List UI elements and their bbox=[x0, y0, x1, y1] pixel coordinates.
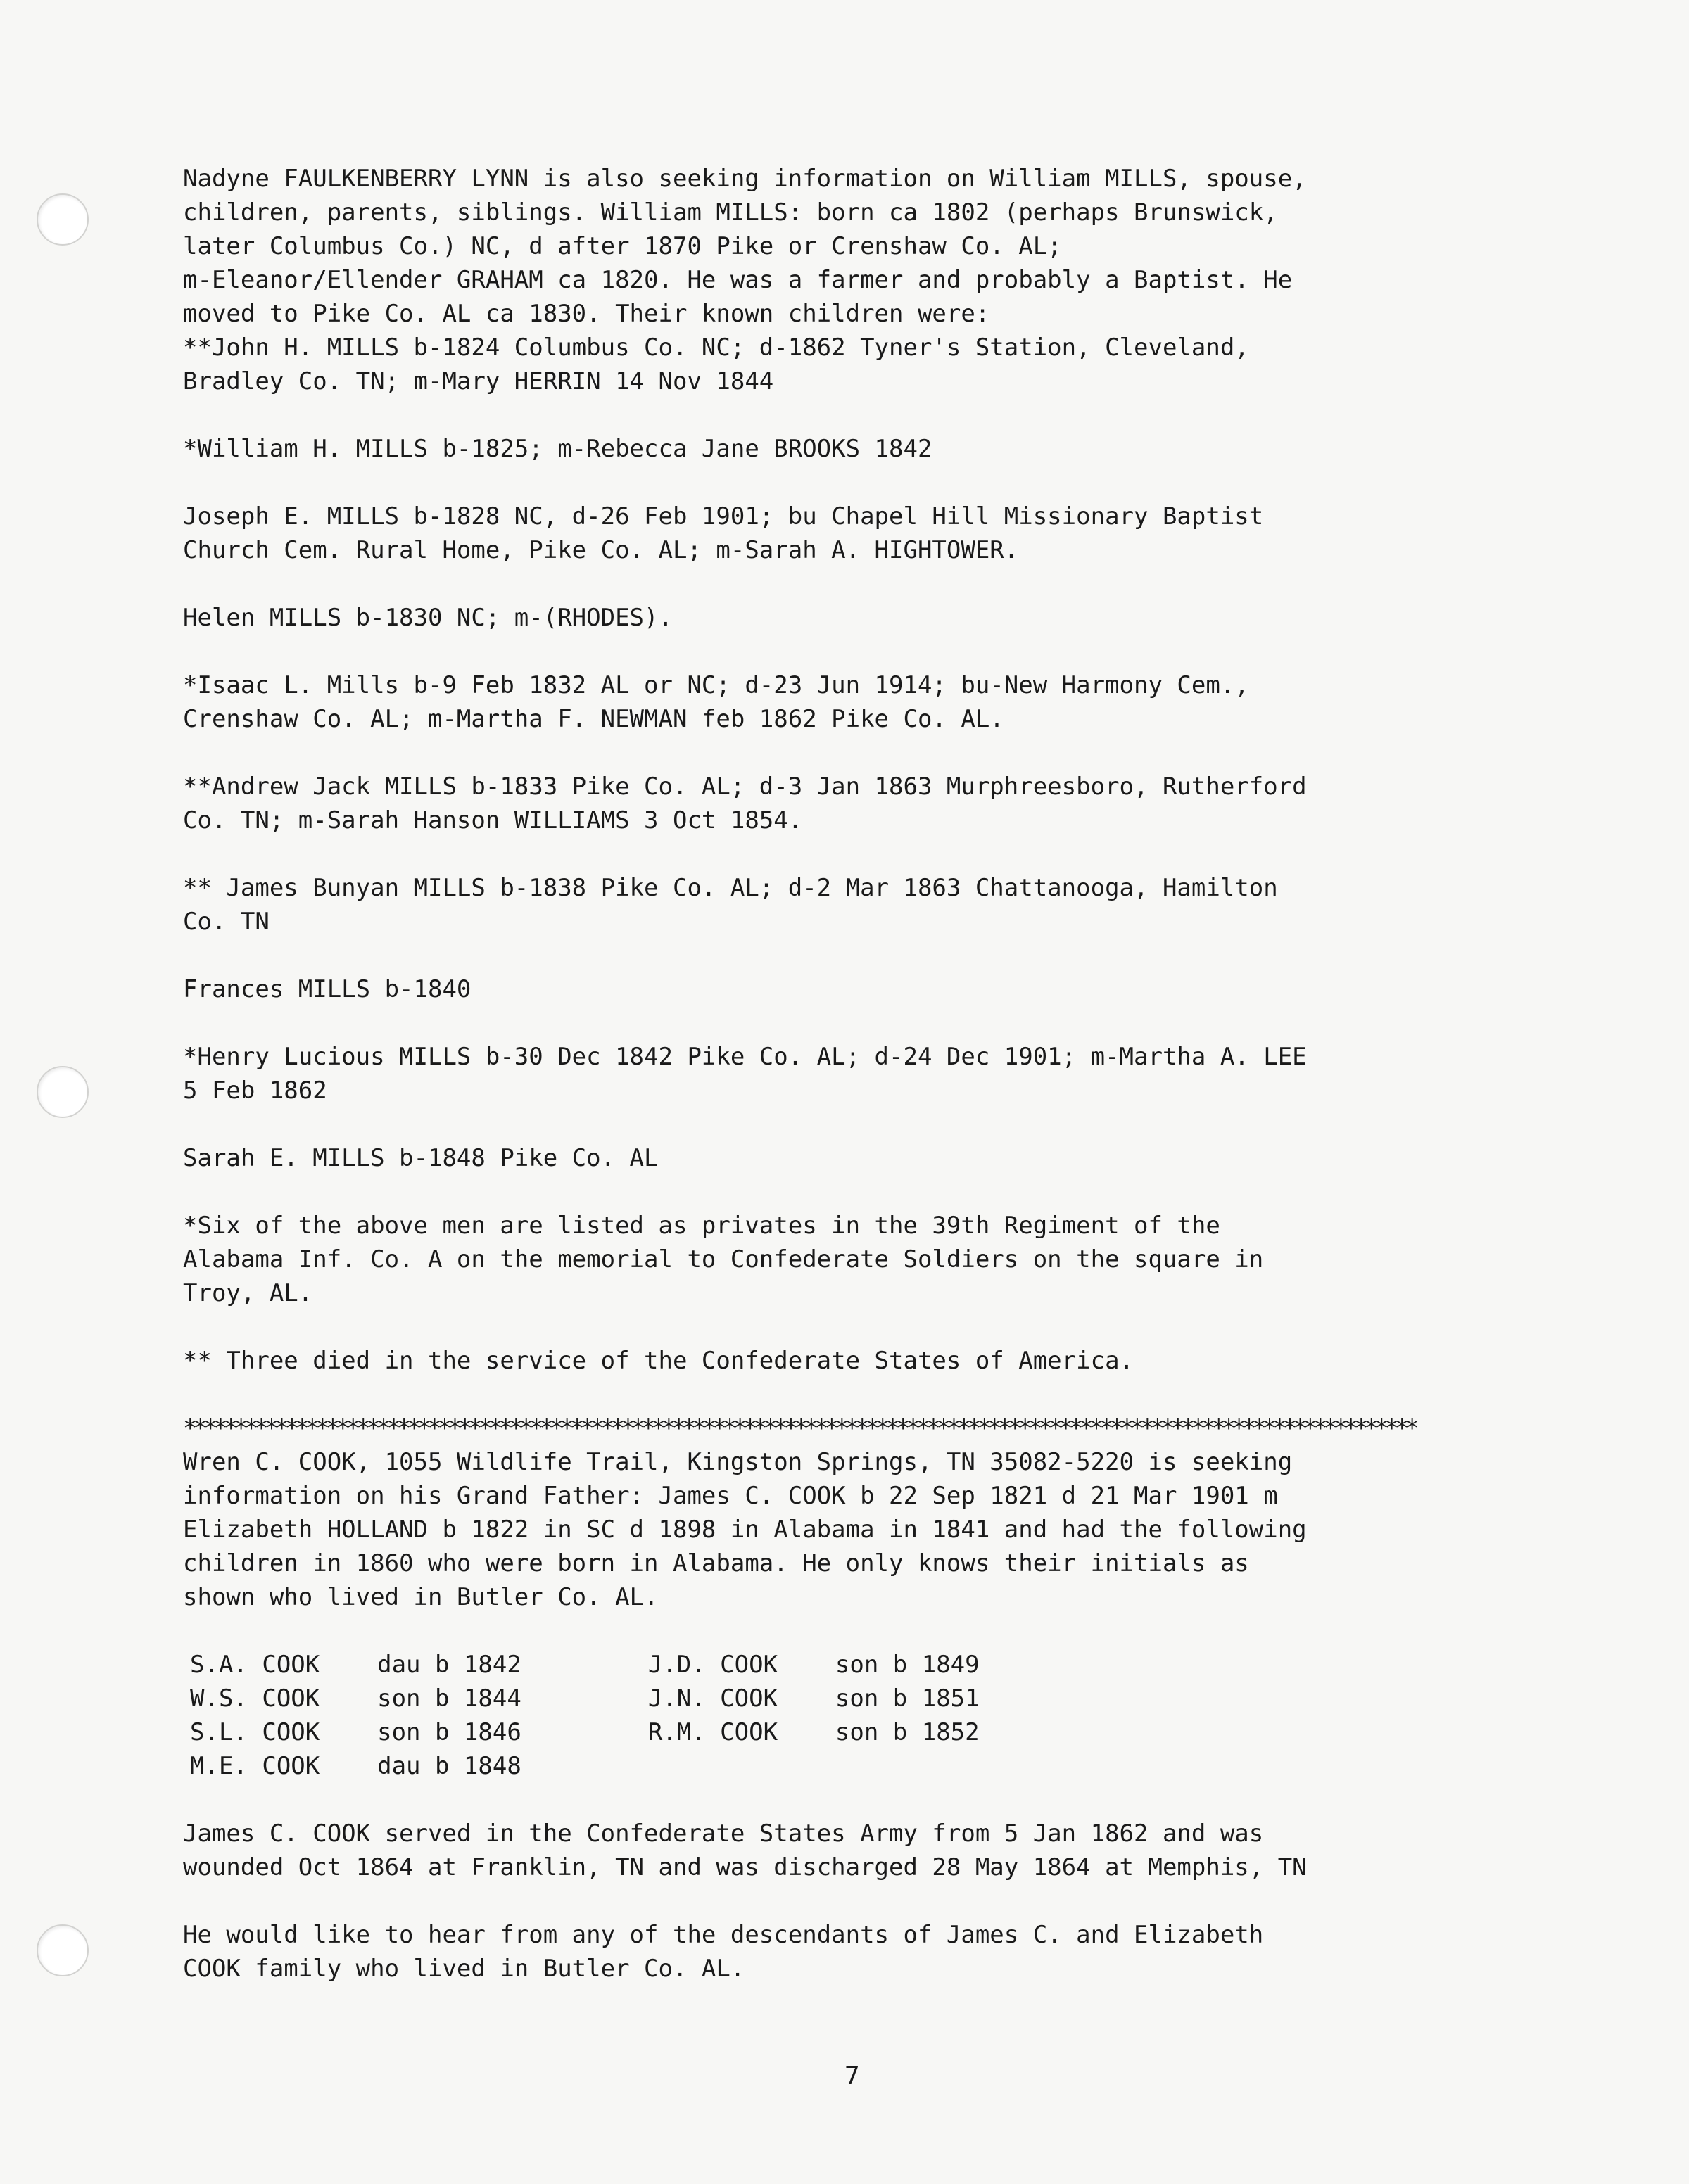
child-entry-line: J.D. COOK son b 1849 bbox=[647, 1651, 980, 1679]
mills-paragraph bbox=[183, 1209, 1492, 1310]
mills-paragraph-line: **Andrew Jack MILLS b-1833 Pike Co. AL; d-3 Jan 1863 Murphreesboro, Rutherford bbox=[183, 773, 1307, 801]
binder-hole-bottom bbox=[37, 1924, 89, 1976]
mills-paragraph bbox=[183, 500, 1492, 567]
mills-paragraph-line: **John H. MILLS b-1824 Columbus Co. NC; d-1862 Tyner's Station, Cleveland, bbox=[183, 334, 1249, 362]
section-separator: ************************************************************************************************************************* bbox=[183, 1414, 1415, 1442]
cook-intro-line: shown who lived in Butler Co. AL. bbox=[183, 1583, 659, 1611]
cook-intro-paragraph bbox=[183, 1445, 1492, 1614]
mills-section bbox=[183, 162, 1492, 1411]
child-entry-line: J.N. COOK son b 1851 bbox=[647, 1684, 980, 1713]
child-entry-line: M.E. COOK dau b 1848 bbox=[190, 1752, 521, 1780]
mills-paragraph-line: m-Eleanor/Ellender GRAHAM ca 1820. He was a farmer and probably a Baptist. He bbox=[183, 266, 1293, 294]
mills-paragraph-line: *Henry Lucious MILLS b-30 Dec 1842 Pike Co. AL; d-24 Dec 1901; m-Martha A. LEE bbox=[183, 1043, 1307, 1071]
mills-paragraph-line: Crenshaw Co. AL; m-Martha F. NEWMAN feb 1862 Pike Co. AL. bbox=[183, 705, 1004, 733]
mills-paragraph bbox=[183, 1344, 1492, 1378]
cook-intro-line: information on his Grand Father: James C. COOK b 22 Sep 1821 d 21 Mar 1901 m bbox=[183, 1482, 1278, 1510]
mills-paragraph-line: ** Three died in the service of the Confederate States of America. bbox=[183, 1347, 1134, 1375]
child-entry-line: S.A. COOK dau b 1842 bbox=[190, 1651, 521, 1679]
cook-closing-line: COOK family who lived in Butler Co. AL. bbox=[183, 1955, 745, 1983]
child-entry-line: R.M. COOK son b 1852 bbox=[647, 1718, 980, 1746]
mills-paragraph-line: Bradley Co. TN; m-Mary HERRIN 14 Nov 1844 bbox=[183, 367, 774, 395]
mills-paragraph-line: Helen MILLS b-1830 NC; m-(RHODES). bbox=[183, 604, 673, 632]
mills-paragraph-line: Troy, AL. bbox=[183, 1279, 313, 1307]
children-column-left bbox=[190, 1648, 521, 1783]
cook-intro-line: Elizabeth HOLLAND b 1822 in SC d 1898 in Alabama in 1841 and had the following bbox=[183, 1516, 1307, 1544]
mills-paragraph-line: Alabama Inf. Co. A on the memorial to Confederate Soldiers on the square in bbox=[183, 1245, 1264, 1274]
cook-intro-line: children in 1860 who were born in Alabama. He only knows their initials as bbox=[183, 1549, 1249, 1577]
mills-paragraph bbox=[183, 162, 1492, 398]
binder-hole-middle bbox=[37, 1066, 89, 1118]
page-number: 7 bbox=[844, 2062, 860, 2090]
cook-closing-paragraph bbox=[183, 1918, 1492, 1986]
mills-paragraph-line: moved to Pike Co. AL ca 1830. Their known children were: bbox=[183, 300, 990, 328]
mills-paragraph-line: ** James Bunyan MILLS b-1838 Pike Co. AL; d-2 Mar 1863 Chattanooga, Hamilton bbox=[183, 874, 1278, 902]
mills-paragraph-line: Co. TN bbox=[183, 908, 270, 936]
mills-paragraph-line: *Six of the above men are listed as privates in the 39th Regiment of the bbox=[183, 1212, 1220, 1240]
cook-closing-line: He would like to hear from any of the descendants of James C. and Elizabeth bbox=[183, 1921, 1264, 1949]
mills-paragraph-line: later Columbus Co.) NC, d after 1870 Pike or Crenshaw Co. AL; bbox=[183, 232, 1062, 260]
mills-paragraph bbox=[183, 668, 1492, 736]
mills-paragraph-line: Sarah E. MILLS b-1848 Pike Co. AL bbox=[183, 1144, 659, 1172]
mills-paragraph-line: Frances MILLS b-1840 bbox=[183, 975, 472, 1003]
cook-service-paragraph bbox=[183, 1817, 1492, 1884]
cook-section bbox=[183, 1445, 1492, 1986]
mills-paragraph bbox=[183, 601, 1492, 635]
mills-paragraph-line: 5 Feb 1862 bbox=[183, 1077, 327, 1105]
mills-paragraph bbox=[183, 871, 1492, 939]
mills-paragraph bbox=[183, 1141, 1492, 1175]
mills-paragraph-line: children, parents, siblings. William MILLS: born ca 1802 (perhaps Brunswick, bbox=[183, 198, 1278, 227]
mills-paragraph-line: Joseph E. MILLS b-1828 NC, d-26 Feb 1901; bu Chapel Hill Missionary Baptist bbox=[183, 502, 1264, 531]
cook-service-line: James C. COOK served in the Confederate States Army from 5 Jan 1862 and was bbox=[183, 1820, 1264, 1848]
mills-paragraph-line: *William H. MILLS b-1825; m-Rebecca Jane BROOKS 1842 bbox=[183, 435, 932, 463]
child-entry-line: W.S. COOK son b 1844 bbox=[190, 1684, 521, 1713]
mills-paragraph-line: Nadyne FAULKENBERRY LYNN is also seeking information on William MILLS, spouse, bbox=[183, 165, 1307, 193]
mills-paragraph bbox=[183, 770, 1492, 837]
child-entry-line: S.L. COOK son b 1846 bbox=[190, 1718, 521, 1746]
cook-intro-line: Wren C. COOK, 1055 Wildlife Trail, Kingston Springs, TN 35082-5220 is seeking bbox=[183, 1448, 1293, 1476]
cook-children-table bbox=[190, 1648, 1492, 1783]
children-column-right bbox=[648, 1648, 980, 1783]
document-body bbox=[183, 162, 1492, 1986]
mills-paragraph-line: Church Cem. Rural Home, Pike Co. AL; m-Sarah A. HIGHTOWER. bbox=[183, 536, 1019, 564]
mills-paragraph bbox=[183, 972, 1492, 1006]
cook-service-line: wounded Oct 1864 at Franklin, TN and was discharged 28 May 1864 at Memphis, TN bbox=[183, 1853, 1307, 1881]
mills-paragraph-line: Co. TN; m-Sarah Hanson WILLIAMS 3 Oct 1854. bbox=[183, 806, 803, 834]
mills-paragraph bbox=[183, 432, 1492, 466]
binder-hole-top bbox=[37, 193, 89, 246]
mills-paragraph bbox=[183, 1040, 1492, 1107]
mills-paragraph-line: *Isaac L. Mills b-9 Feb 1832 AL or NC; d-23 Jun 1914; bu-New Harmony Cem., bbox=[183, 671, 1249, 699]
